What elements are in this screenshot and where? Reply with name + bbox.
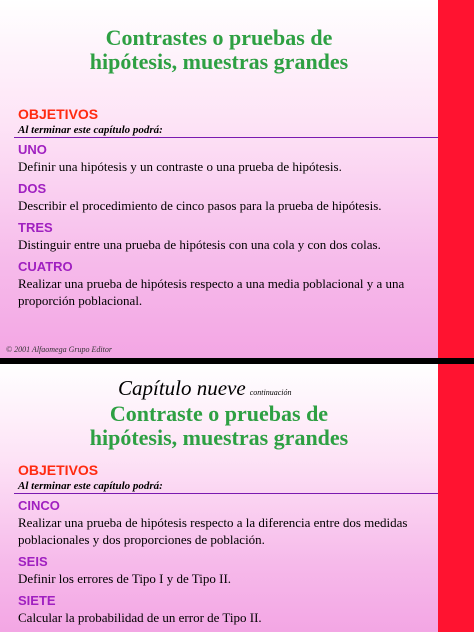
red-side-bar xyxy=(438,364,474,632)
slide-2-title: Contraste o pruebas de hipótesis, muestras grandes xyxy=(89,401,349,450)
intro-text: Al terminar este capítulo podrá: xyxy=(18,124,163,136)
list-item: TRES Distinguir entre una prueba de hipótesis con una cola y con dos colas. xyxy=(18,220,381,252)
objectives-list xyxy=(18,142,428,315)
list-item: UNO Definir una hipótesis y un contraste o una prueba de hipótesis. xyxy=(18,142,342,174)
red-side-bar xyxy=(438,0,474,358)
intro-text: Al terminar este capítulo podrá: xyxy=(18,480,163,492)
list-item: SIETE Calcular la probabilidad de un error de Tipo II. xyxy=(18,593,262,625)
divider xyxy=(14,493,438,494)
chapter-label: Capítulo nueve continuación xyxy=(118,376,292,400)
list-item: CINCO Realizar una prueba de hipótesis respecto a la diferencia entre dos medidas poblacionales y dos proporciones de población. xyxy=(18,498,408,547)
slide-2 xyxy=(0,364,474,632)
list-item: DOS Describir el procedimiento de cinco pasos para la prueba de hipótesis. xyxy=(18,181,382,213)
objectives-list xyxy=(18,498,428,632)
objetivos-heading: OBJETIVOS xyxy=(18,106,99,122)
list-item: SEIS Definir los errores de Tipo I y de Tipo II. xyxy=(18,554,232,586)
slide-1-title: Contrastes o pruebas de hipótesis, muestras grandes xyxy=(89,25,349,74)
objetivos-heading: OBJETIVOS xyxy=(18,462,99,478)
copyright-footer: © 2001 Alfaomega Grupo Editor xyxy=(6,345,112,354)
divider xyxy=(14,137,438,138)
list-item: CUATRO Realizar una prueba de hipótesis respecto a una media poblacional y a una proporción poblacional. xyxy=(18,259,405,308)
